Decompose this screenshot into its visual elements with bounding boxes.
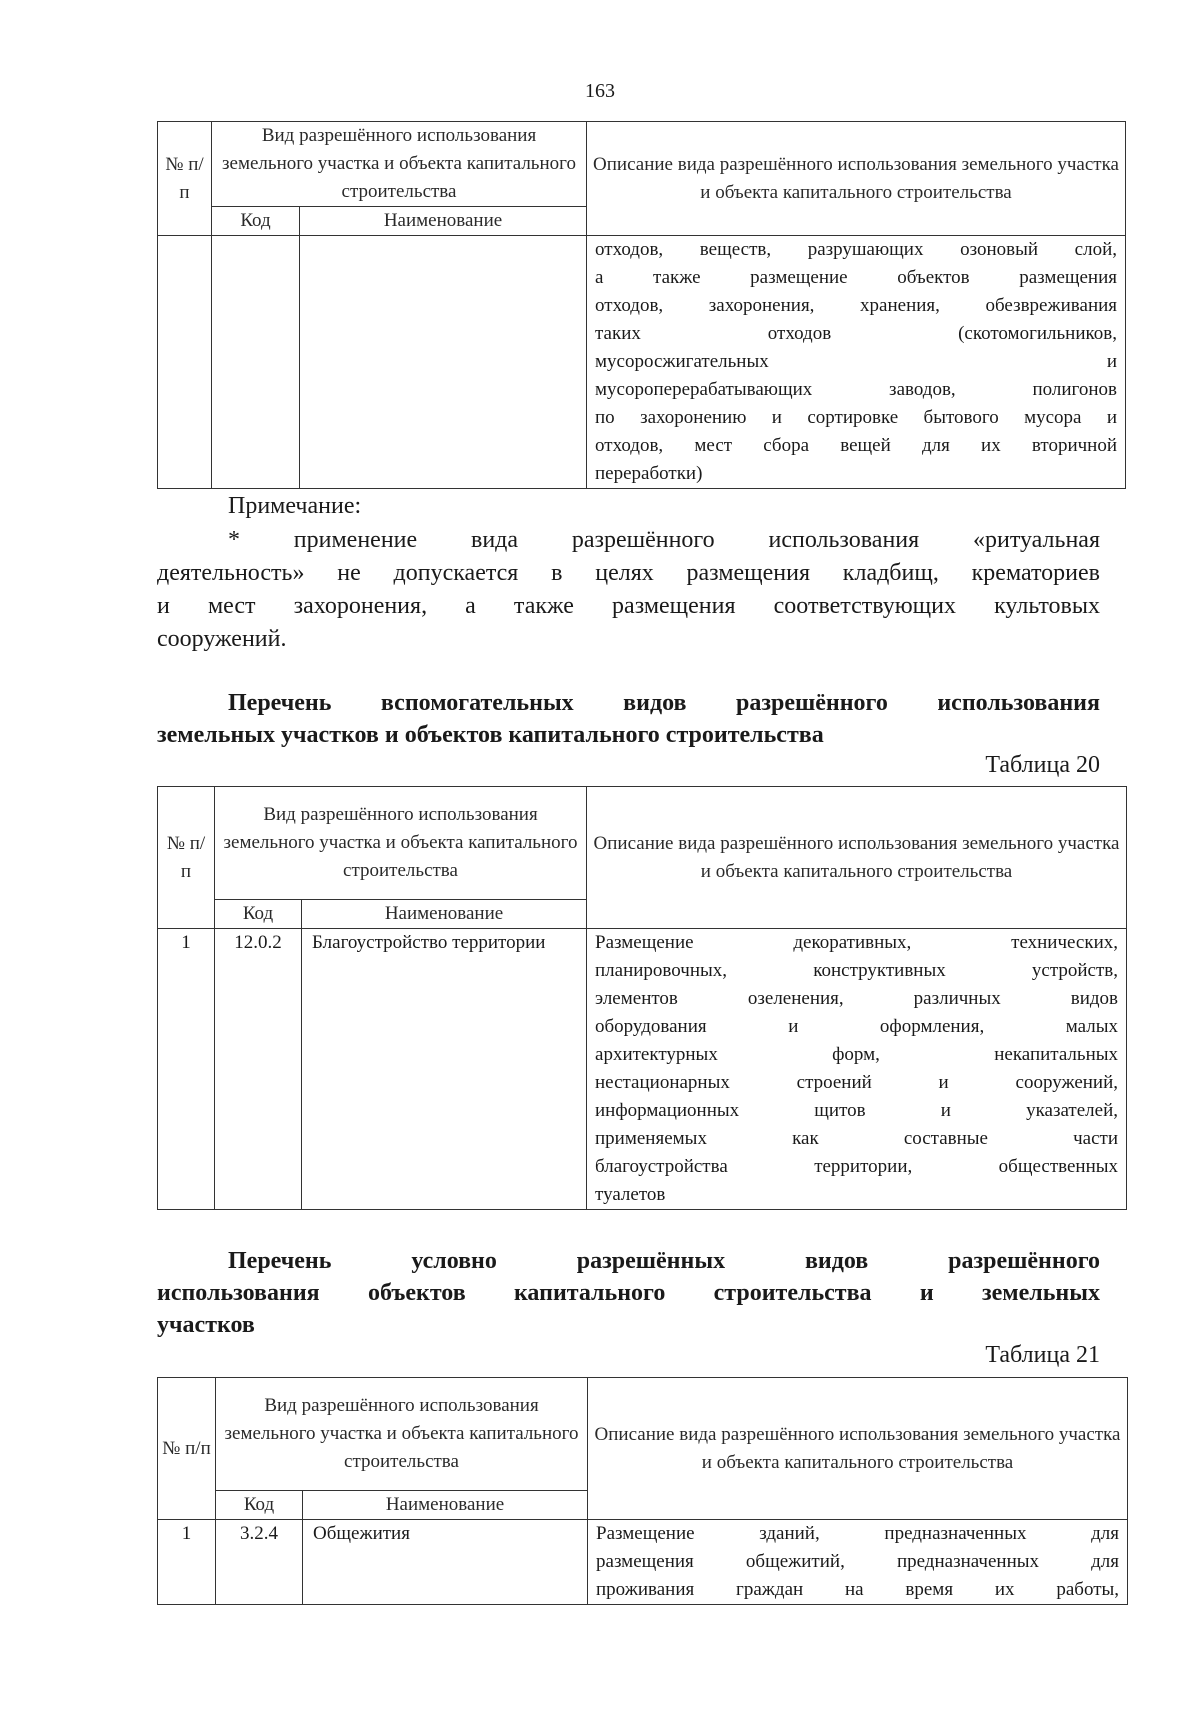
table-21 — [157, 1377, 1128, 1605]
header-code: Код — [212, 207, 300, 236]
table-row — [158, 236, 1126, 489]
table-row — [158, 1520, 1128, 1605]
cell-code — [212, 236, 300, 489]
header-code: Код — [216, 1491, 303, 1520]
header-description: Описание вида разрешённого использования земельного участка и объекта капитального строительства — [587, 787, 1127, 929]
cell-num: 1 — [158, 1520, 216, 1605]
table-20-label: Таблица 20 — [985, 752, 1100, 778]
header-type-group: Вид разрешённого использования земельного участка и объекта капитального строительства — [215, 787, 587, 900]
table-21-label: Таблица 21 — [985, 1342, 1100, 1368]
header-description: Описание вида разрешённого использования земельного участка и объекта капитального строительства — [587, 122, 1126, 236]
header-num: № п/п — [158, 787, 215, 929]
header-description: Описание вида разрешённого использования земельного участка и объекта капитального строительства — [588, 1378, 1128, 1520]
header-num: № п/п — [158, 122, 212, 236]
cell-num — [158, 236, 212, 489]
cell-description: Размещение зданий, предназначенных для размещения общежитий, предназначенных для проживания граждан на время их работы, — [588, 1520, 1128, 1605]
header-code: Код — [215, 900, 302, 929]
header-name: Наименование — [302, 900, 587, 929]
header-name: Наименование — [300, 207, 587, 236]
cell-name: Благоустройство территории — [302, 929, 587, 1210]
note-text: * применение вида разрешённого использования «ритуальная деятельность» не допускается в целях размещения кладбищ, крематориев и мест захоронения, а также размещения соответствующих культовых сооружений. — [157, 527, 1100, 652]
page-number: 163 — [585, 80, 615, 102]
cell-code: 12.0.2 — [215, 929, 302, 1210]
cell-description: Размещение декоративных, технических, планировочных, конструктивных устройств, элементов озеленения, различных видов оборудования и оформления, малых архитектурных форм, некапитальных нестационарных строений и сооружений, информационных щитов и указателей, применяемых как составные части благоустройства территории, общественных туалетов — [587, 929, 1127, 1210]
note-title: Примечание: — [228, 493, 362, 519]
cell-name — [300, 236, 587, 489]
table-continuation — [157, 121, 1126, 489]
header-type-group: Вид разрешённого использования земельного участка и объекта капитального строительства — [212, 122, 587, 207]
header-type-group: Вид разрешённого использования земельного участка и объекта капитального строительства — [216, 1378, 588, 1491]
table-20 — [157, 786, 1127, 1210]
cell-num: 1 — [158, 929, 215, 1210]
header-num: № п/п — [158, 1378, 216, 1520]
cell-description: отходов, веществ, разрушающих озоновый слой, а также размещение объектов размещения отходов, захоронения, хранения, обезвреживания таких отходов (скотомогильников, мусоросжигательных и мусороперерабатывающих заводов, полигонов по захоронению и сортировке бытового мусора и отходов, мест сбора вещей для их вторичной переработки) — [587, 236, 1126, 489]
header-name: Наименование — [303, 1491, 588, 1520]
cell-name: Общежития — [303, 1520, 588, 1605]
table-row — [158, 929, 1127, 1210]
heading-table-21: Перечень условно разрешённых видов разрешённого использования объектов капитального строительства и земельных участков — [157, 1248, 1100, 1338]
cell-code: 3.2.4 — [216, 1520, 303, 1605]
heading-table-20: Перечень вспомогательных видов разрешённого использования земельных участков и объектов капитального строительства — [157, 690, 1100, 748]
